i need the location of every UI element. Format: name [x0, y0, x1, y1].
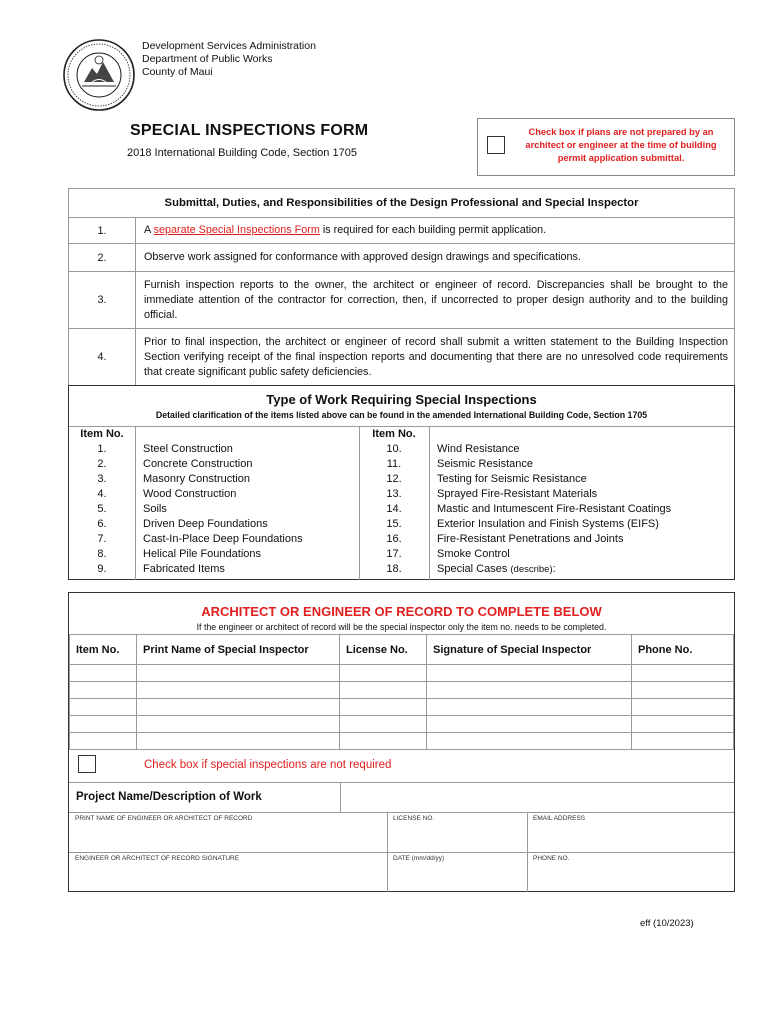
work-type-special-cases[interactable]: Special Cases (describe):: [437, 563, 556, 575]
table-row: [70, 682, 734, 699]
effective-date: eff (10/2023): [640, 918, 694, 929]
duty-text: Observe work assigned for conformance with approved design drawings and specifications.: [136, 244, 735, 272]
phone-field[interactable]: [632, 699, 734, 716]
inspector-name-field[interactable]: [137, 665, 340, 682]
item-number: 1.: [97, 443, 107, 455]
county-seal-icon: [62, 38, 136, 112]
item-number: 11.: [386, 458, 402, 470]
item-number: 10.: [386, 443, 402, 455]
agency-line: Development Services Administration: [142, 40, 316, 52]
date-field[interactable]: DATE (mm/dd/yy): [393, 855, 445, 862]
item-no-field[interactable]: [70, 682, 137, 699]
col-phone: Phone No.: [632, 635, 734, 665]
item-number: 15.: [386, 518, 402, 530]
duty-text: Prior to final inspection, the architect or engineer of record shall submit a written statement to the Building Inspection Section verifying receipt of the final inspection reports and documenting that there are no unresolved code requirements that create significant public safety deficiencies.: [136, 329, 735, 386]
phone-field[interactable]: [632, 682, 734, 699]
engineer-email-field[interactable]: EMAIL ADDRESS: [533, 815, 586, 822]
right-item-labels: [429, 427, 734, 580]
form-title: SPECIAL INSPECTIONS FORM: [130, 122, 369, 139]
item-number: 4.: [97, 488, 107, 500]
work-type: Mastic and Intumescent Fire-Resistant Coatings: [437, 503, 672, 515]
project-row: [69, 782, 734, 813]
separate-form-link[interactable]: separate Special Inspections Form: [153, 224, 320, 236]
signature-field[interactable]: [427, 665, 632, 682]
inspector-name-field[interactable]: [137, 716, 340, 733]
engineer-phone-field[interactable]: PHONE NO.: [533, 855, 570, 862]
item-number: 14.: [386, 503, 402, 515]
inspector-name-field[interactable]: [137, 682, 340, 699]
work-type: Helical Pile Foundations: [143, 548, 262, 560]
col-license-no: License No.: [340, 635, 427, 665]
left-item-numbers: [69, 427, 136, 580]
record-section: [68, 592, 735, 892]
duty-row: [69, 272, 735, 329]
project-label: Project Name/Description of Work: [76, 791, 262, 803]
col-signature: Signature of Special Inspector: [427, 635, 632, 665]
item-number: 17.: [386, 548, 402, 560]
phone-field[interactable]: [632, 716, 734, 733]
item-no-field[interactable]: [70, 699, 137, 716]
work-type: Wood Construction: [143, 488, 237, 500]
work-type: Steel Construction: [143, 443, 233, 455]
work-type: Masonry Construction: [143, 473, 250, 485]
work-types-subtitle: Detailed clarification of the items listed above can be found in the amended International Building Code, Section 1705: [155, 410, 648, 420]
duty-text: A separate Special Inspections Form is required for each building permit application.: [136, 218, 735, 244]
project-field[interactable]: [341, 782, 734, 812]
table-row: [70, 699, 734, 716]
right-item-numbers: [359, 427, 430, 580]
license-field[interactable]: [340, 716, 427, 733]
work-type: Fire-Resistant Penetrations and Joints: [437, 533, 624, 545]
work-type: Soils: [143, 503, 167, 515]
agency-header: [142, 40, 316, 79]
agency-line: County of Maui: [142, 66, 213, 78]
license-field[interactable]: [340, 699, 427, 716]
engineer-signature-row: [69, 852, 734, 892]
item-number: 3.: [97, 473, 107, 485]
engineer-info-row: [69, 812, 734, 853]
item-number: 18.: [386, 563, 402, 575]
work-type: Smoke Control: [437, 548, 510, 560]
signature-field[interactable]: [427, 682, 632, 699]
engineer-signature-field[interactable]: ENGINEER OR ARCHITECT OF RECORD SIGNATURE: [75, 855, 240, 862]
item-number: 2.: [97, 458, 107, 470]
table-row: [70, 665, 734, 682]
agency-line: Department of Public Works: [142, 53, 273, 65]
work-type: Concrete Construction: [143, 458, 253, 470]
table-row: [70, 716, 734, 733]
signature-field[interactable]: [427, 699, 632, 716]
work-types-grid: [69, 426, 734, 580]
inspector-name-field[interactable]: [137, 699, 340, 716]
duty-number: 2.: [69, 244, 136, 272]
item-number: 5.: [97, 503, 107, 515]
not-required-label: Check box if special inspections are not required: [144, 759, 392, 771]
item-number: 7.: [97, 533, 107, 545]
item-no-header: Item No.: [80, 428, 124, 440]
engineer-license-field[interactable]: LICENSE NO.: [393, 815, 435, 822]
item-number: 8.: [97, 548, 107, 560]
architect-not-prepared-checkbox[interactable]: [487, 136, 505, 154]
item-number: 9.: [97, 563, 107, 575]
architect-checkbox-note: Check box if plans are not prepared by an architect or engineer at the time of building permit application submittal.: [525, 127, 717, 163]
form-subtitle: 2018 International Building Code, Section 1705: [127, 147, 357, 159]
record-subtitle: If the engineer or architect of record will be the special inspector only the item no. needs to be completed.: [196, 622, 607, 632]
item-number: 6.: [97, 518, 107, 530]
work-type: Seismic Resistance: [437, 458, 533, 470]
item-number: 16.: [386, 533, 402, 545]
duty-text: Furnish inspection reports to the owner, the architect or engineer of record. Discrepancies shall be brought to the immediate attention of the contractor for correction, then, if uncorrected to proper design authority and to the building official.: [136, 272, 735, 329]
col-inspector-name: Print Name of Special Inspector: [137, 635, 340, 665]
describe-label: (describe): [510, 564, 553, 575]
col-item-no: Item No.: [70, 635, 137, 665]
license-field[interactable]: [340, 682, 427, 699]
work-type: Fabricated Items: [143, 563, 225, 575]
item-no-header: Item No.: [372, 428, 416, 440]
duty-row: [69, 244, 735, 272]
not-required-row: [69, 746, 734, 783]
work-types-section: [68, 385, 735, 580]
duties-heading: Submittal, Duties, and Responsibilities of the Design Professional and Special Inspector: [69, 189, 735, 218]
work-type: Driven Deep Foundations: [143, 518, 268, 530]
record-title: ARCHITECT OR ENGINEER OF RECORD TO COMPLETE BELOW: [201, 604, 602, 619]
item-number: 12.: [386, 473, 402, 485]
duties-table: [68, 188, 735, 386]
phone-field[interactable]: [632, 665, 734, 682]
work-type: Cast-In-Place Deep Foundations: [143, 533, 303, 545]
work-type: Wind Resistance: [437, 443, 520, 455]
work-type: Exterior Insulation and Finish Systems (EIFS): [437, 518, 659, 530]
item-number: 13.: [386, 488, 402, 500]
inspector-table: [69, 634, 734, 750]
item-no-field[interactable]: [70, 665, 137, 682]
work-types-title: Type of Work Requiring Special Inspections: [266, 392, 537, 407]
duty-number: 4.: [69, 329, 136, 386]
not-required-checkbox[interactable]: [78, 755, 96, 773]
work-type: Sprayed Fire-Resistant Materials: [437, 488, 598, 500]
signature-field[interactable]: [427, 716, 632, 733]
item-no-field[interactable]: [70, 716, 137, 733]
work-type: Testing for Seismic Resistance: [437, 473, 587, 485]
duty-number: 1.: [69, 218, 136, 244]
left-item-labels: [135, 427, 360, 580]
duty-row: [69, 218, 735, 244]
duty-number: 3.: [69, 272, 136, 329]
duty-row: [69, 329, 735, 386]
license-field[interactable]: [340, 665, 427, 682]
engineer-name-field[interactable]: PRINT NAME OF ENGINEER OR ARCHITECT OF RECORD: [75, 815, 253, 822]
